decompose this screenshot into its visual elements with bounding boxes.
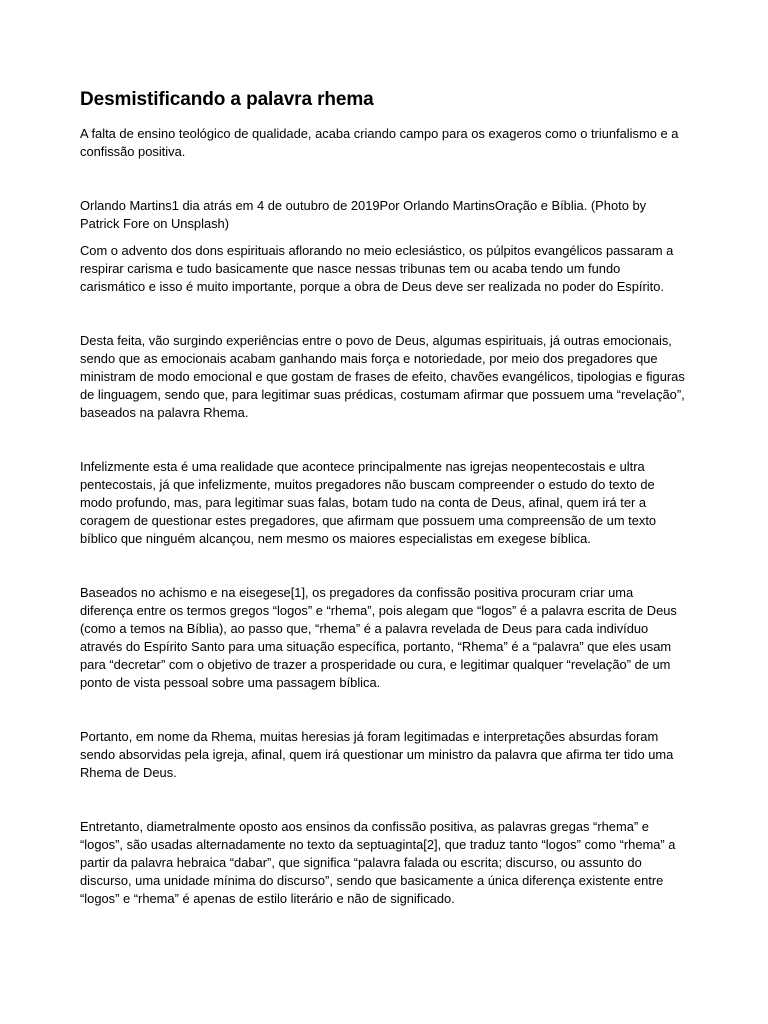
document-page — [80, 88, 688, 908]
document-title: Desmistificando a palavra rhema — [80, 89, 374, 110]
paragraph-6: Entretanto, diametralmente oposto aos ensinos da confissão positiva, as palavras gregas “rhema” e “logos”, são usadas alternadamente no texto da septuaginta[2], que traduz tanto “logos” como “rhema” a partir da palavra hebraica “dabar”, que significa “palavra falada ou escrita; discurso, ou assunto do discurso, uma unidade mínima do discurso”, sendo que basicamente a única diferença existente entre “logos” e “rhema” é apenas de estilo literário e não de significado. — [80, 819, 676, 906]
paragraph-2: Desta feita, vão surgindo experiências entre o povo de Deus, algumas espirituais, já outras emocionais, sendo que as emocionais acabam ganhando mais força e notoriedade, por meio dos pregadores que ministram de modo emocional e que gostam de frases de efeito, chavões evangélicos, tipologias e figuras de linguagem, sendo que, para legitimar suas prédicas, costumam afirmar que possuem uma “revelação”, baseados na palavra Rhema. — [80, 333, 685, 420]
paragraph-4: Baseados no achismo e na eisegese[1], os pregadores da confissão positiva procuram criar uma diferença entre os termos gregos “logos” e “rhema”, pois alegam que “logos” é a palavra escrita de Deus (como a temos na Bíblia), ao passo que, “rhema” é a palavra revelada de Deus para cada indivíduo através do Espírito Santo para uma situação específica, portanto, “Rhema” é a “palavra” que eles usam para “decretar” com o objetivo de trazer a prosperidade ou cura, e legitimar qualquer “revelação” de um ponto de vista pessoal sobre uma passagem bíblica. — [80, 585, 677, 690]
paragraph-1: Com o advento dos dons espirituais aflorando no meio eclesiástico, os púlpitos evangélicos passaram a respirar carisma e tudo basicamente que nasce nessas tribunas tem ou acaba tendo um fundo carismático e isso é muito importante, porque a obra de Deus deve ser realizada no poder do Espírito. — [80, 243, 674, 294]
document-subtitle: A falta de ensino teológico de qualidade, acaba criando campo para os exageros como o triunfalismo e a confissão positiva. — [80, 126, 679, 159]
paragraph-5: Portanto, em nome da Rhema, muitas heresias já foram legitimadas e interpretações absurdas foram sendo absorvidas pela igreja, afinal, quem irá questionar um ministro da palavra que afirma ter tido uma Rhema de Deus. — [80, 729, 674, 780]
article-meta: Orlando Martins1 dia atrás em 4 de outubro de 2019Por Orlando MartinsOração e Bíblia. (Photo by Patrick Fore on Unsplash) — [80, 198, 647, 231]
paragraph-3: Infelizmente esta é uma realidade que acontece principalmente nas igrejas neopentecostais e ultra pentecostais, já que infelizmente, muitos pregadores não buscam compreender o estudo do texto de modo profundo, mas, para legitimar suas falas, botam tudo na conta de Deus, afinal, quem irá ter a coragem de questionar estes pregadores, que afirmam que possuem uma compreensão de um texto bíblico que ninguém alcançou, nem mesmo os maiores especialistas em exegese bíblica. — [80, 459, 657, 546]
